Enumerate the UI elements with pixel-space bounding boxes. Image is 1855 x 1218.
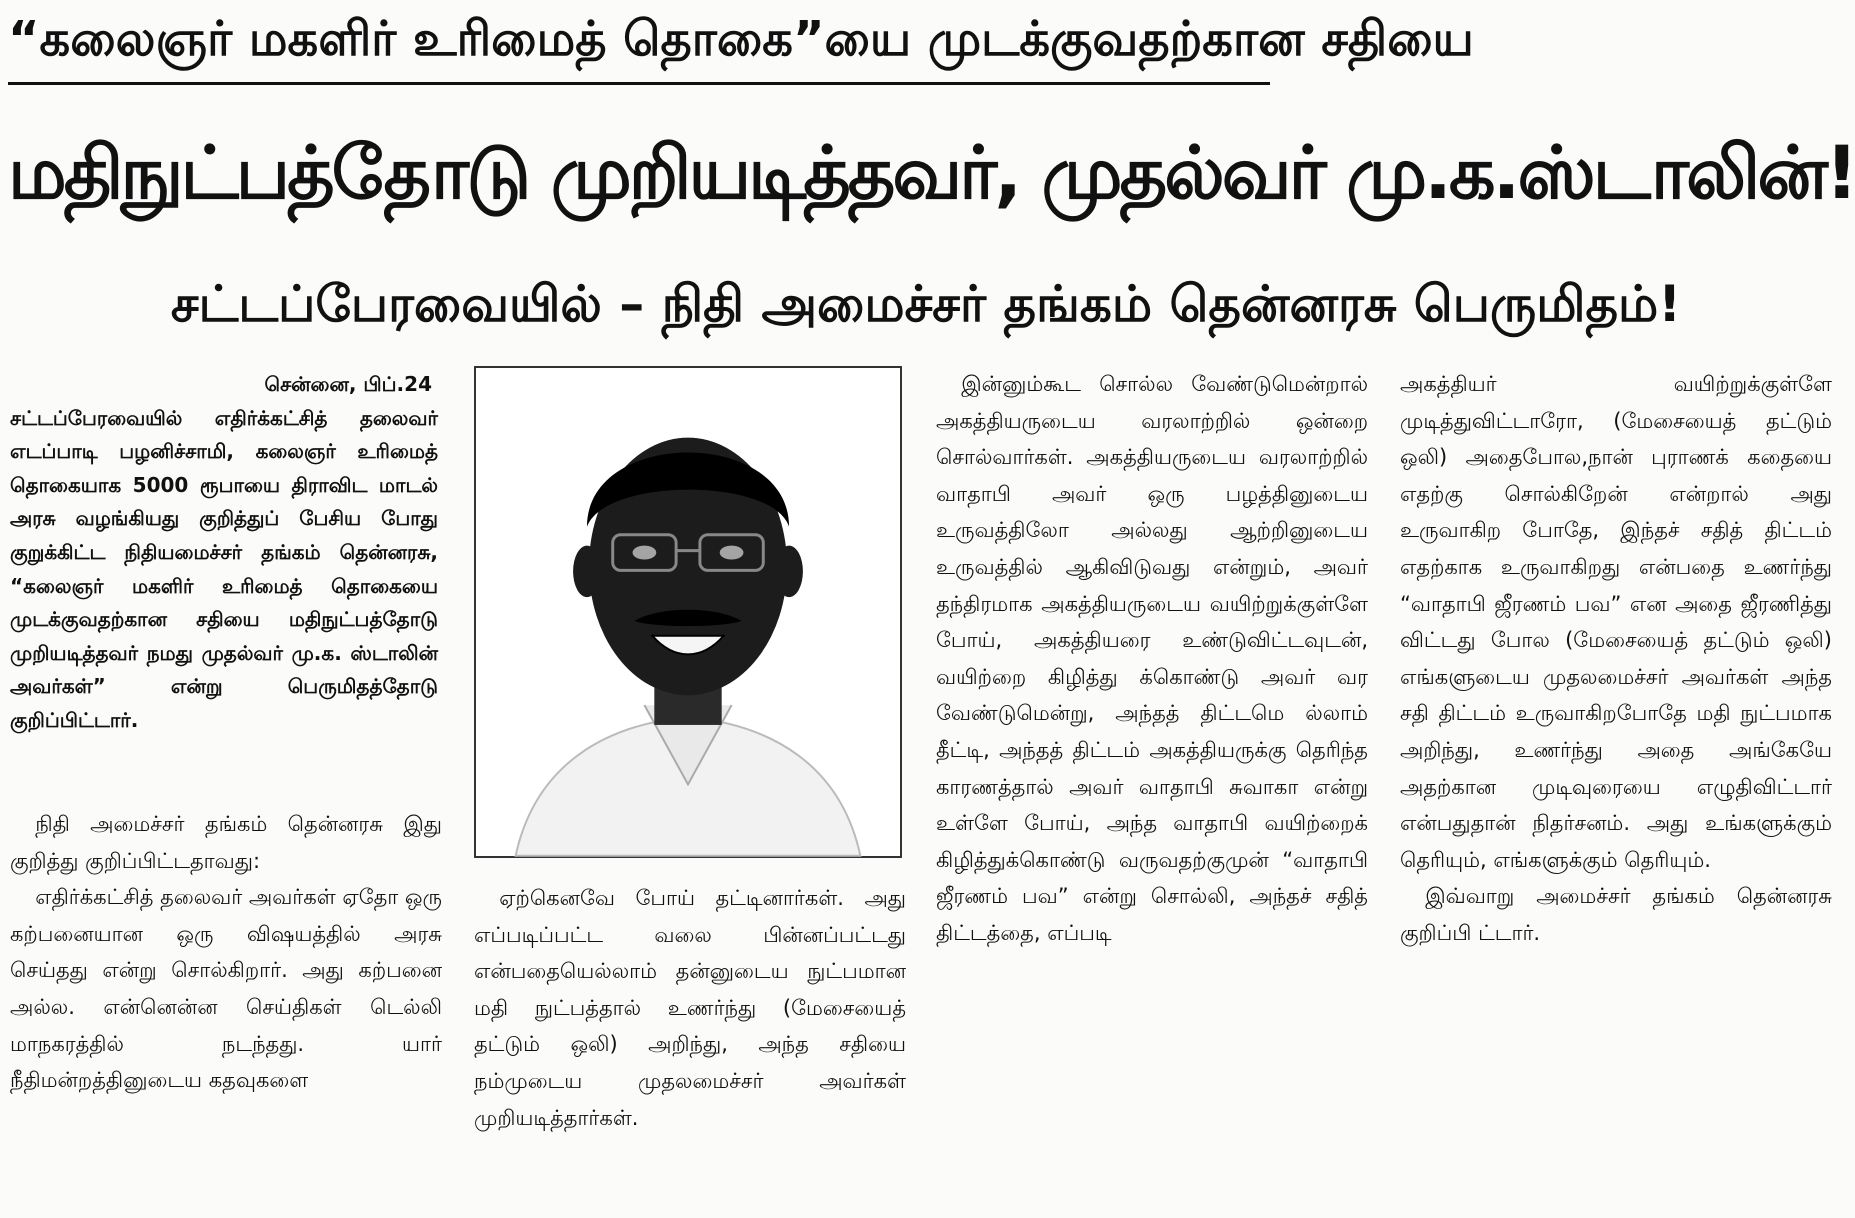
column-4 xyxy=(1400,366,1832,952)
headline: மதிநுட்பத்தோடு முறியடித்தவர், முதல்வர் மு.க.ஸ்டாலின்! xyxy=(8,131,1855,216)
col2-para-1: ஏற்கெனவே போய் தட்டினார்கள். அது எப்படிப்பட்ட வலை பின்னப்பட்டது என்பதையெல்லாம் தன்னுடைய நுட்பமான மதி நுட்பத்தால் உணர்ந்து (மேசையைத் தட்டும் ஒலி) அறிந்து, அந்த சதியை நம்முடைய முதலமைச்சர் அவர்கள் முறியடித்தார்கள். xyxy=(474,886,906,1130)
dateline: சென்னை, பிப்.24 xyxy=(264,372,432,396)
subheadline: சட்டப்பேரவையில் – நிதி அமைச்சர் தங்கம் தென்னரசு பெருமிதம்! xyxy=(170,275,1682,333)
col1-para-1: நிதி அமைச்சர் தங்கம் தென்னரசு இது குறித்து குறிப்பிட்டதாவது: xyxy=(10,812,442,873)
col4-para-2: இவ்வாறு அமைச்சர் தங்கம் தென்னரசு குறிப்பி ட்டார். xyxy=(1400,884,1832,945)
lead-paragraph xyxy=(10,368,438,738)
column-2 xyxy=(474,880,906,1136)
col3-para-1: இன்னும்கூட சொல்ல வேண்டுமென்றால் அகத்தியருடைய வரலாற்றில் ஒன்றை சொல்வார்கள். அகத்தியருடைய வரலாற்றில் வாதாபி அவர் ஒரு பழத்தினுடைய உருவத்திலோ அல்லது ஆற்றினுடைய உருவத்தில் ஆகிவிடுவது என்றும், அவர் தந்திரமாக அகத்தியருடைய வயிற்றுக்குள்ளே போய், அகத்தியரை உண்டுவிட்டவுடன், வயிற்றை கிழித்து க்கொண்டு அவர் வர வேண்டுமென்று, அந்தத் திட்டமெ ல்லாம் தீட்டி, அந்தத் திட்டம் அகத்தியருக்கு தெரிந்த காரணத்தால் அவர் வாதாபி சுவாகா என்று உள்ளே போய், அந்த வாதாபி வயிற்றைக் கிழித்துக்கொண்டு வருவதற்குமுன் “வாதாபி ஜீரணம் பவ” என்று சொல்லி, அந்தச் சதித் திட்டத்தை, எப்படி xyxy=(936,372,1368,945)
column-3 xyxy=(936,366,1368,952)
portrait-photo xyxy=(474,366,902,858)
kicker-line: “கலைஞர் மகளிர் உரிமைத் தொகை”யை முடக்குவதற்கான சதியை xyxy=(8,11,1474,67)
portrait-illustration xyxy=(476,368,900,856)
kicker-underline xyxy=(8,82,1270,85)
column-1 xyxy=(10,806,442,1099)
col4-para-1: அகத்தியர் வயிற்றுக்குள்ளே முடித்துவிட்டாரோ, (மேசையைத் தட்டும் ஒலி) அதைபோல,நான் புராணக் கதையை எதற்கு சொல்கிறேன் என்றால் அது உருவாகிற போதே, இந்தச் சதித் திட்டம் எதற்காக உருவாகிறது என்பதை உணர்ந்து “வாதாபி ஜீரணம் பவ” என அதை ஜீரணித்து விட்டது போல (மேசையைத் தட்டும் ஒலி) எங்களுடைய முதலமைச்சர் அவர்கள் அந்த சதி திட்டம் உருவாகிறபோதே மதி நுட்பமாக அறிந்து, உணர்ந்து அதை அங்கேயே அதற்கான முடிவுரையை எழுதிவிட்டார் என்பதுதான் நிதர்சனம். அது உங்களுக்கும் தெரியும், எங்களுக்கும் தெரியும். xyxy=(1400,372,1832,872)
lead-text: சட்டப்பேரவையில் எதிர்க்கட்சித் தலைவர் எடப்பாடி பழனிச்சாமி, கலைஞர் உரிமைத் தொகையாக 5000 ரூபாயை திராவிட மாடல் அரசு வழங்கியது குறித்துப் பேசிய போது குறுக்கிட்ட நிதியமைச்சர் தங்கம் தென்னரசு, “கலைஞர் மகளிர் உரிமைத் தொகையை முடக்குவதற்கான சதியை மதிநுட்பத்தோடு முறியடித்தவர் நமது முதல்வர் மு.க. ஸ்டாலின் அவர்கள்” என்று பெருமிதத்தோடு குறிப்பிட்டார். xyxy=(10,405,438,732)
col1-para-2: எதிர்க்கட்சித் தலைவர் அவர்கள் ஏதோ ஒரு கற்பனையான ஒரு விஷயத்தில் அரசு செய்தது என்று சொல்கிறார். அது கற்பனை அல்ல. என்னென்ன செய்திகள் டெல்லி மாநகரத்தில் நடந்தது. யார் நீதிமன்றத்தினுடைய கதவுகளை xyxy=(10,885,442,1093)
